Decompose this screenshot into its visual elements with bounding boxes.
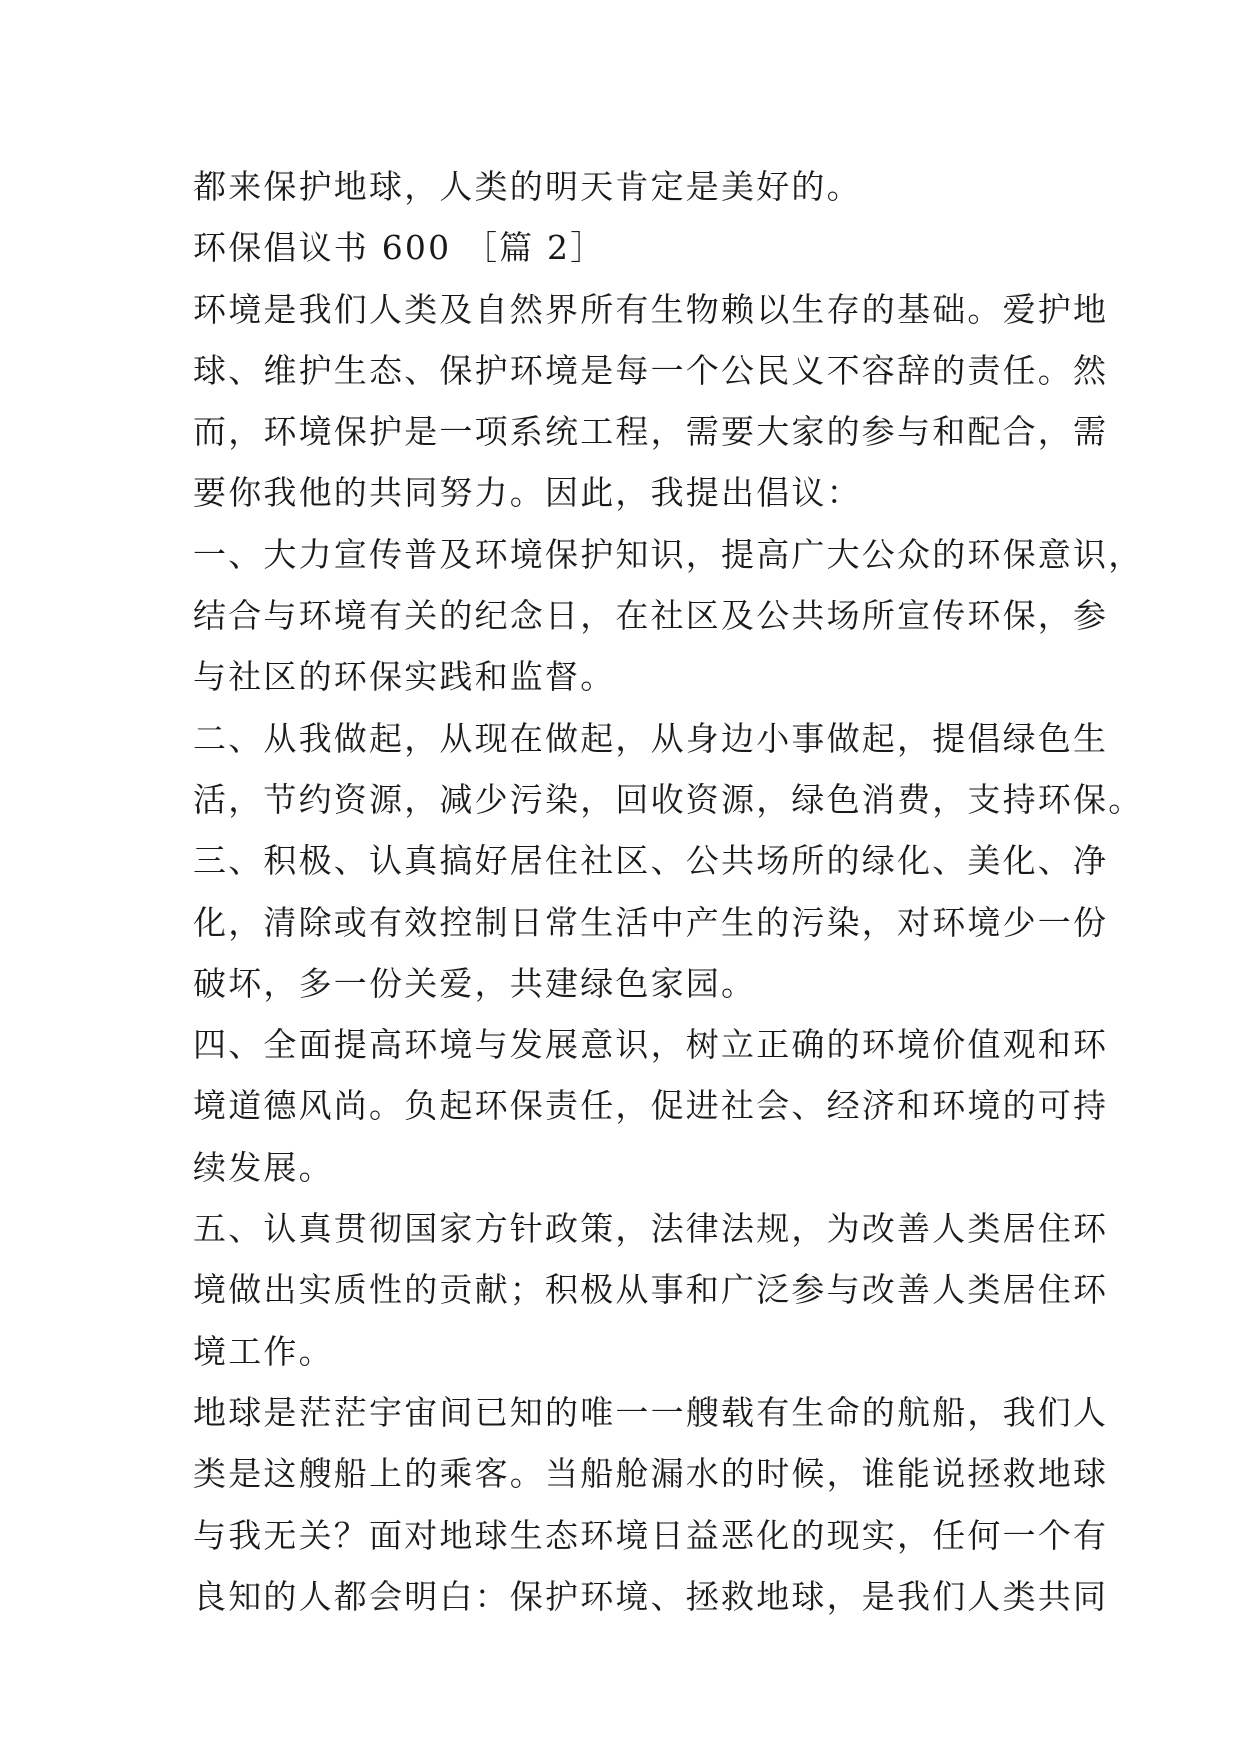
text-line-3: 环境是我们人类及自然界所有生物赖以生存的基础。爱护地: [193, 289, 1109, 329]
text-line-15: 四、全面提高环境与发展意识，树立正确的环境价值观和环: [193, 1025, 1109, 1065]
text-line-22: 类是这艘船上的乘客。当船舱漏水的时候，谁能说拯救地球: [193, 1454, 1109, 1494]
text-line-24: 良知的人都会明白：保护环境、拯救地球，是我们人类共同: [193, 1576, 1109, 1616]
text-line-8: 结合与环境有关的纪念日，在社区及公共场所宣传环保，参: [193, 596, 1109, 636]
text-line-10: 二、从我做起，从现在做起，从身边小事做起，提倡绿色生: [193, 718, 1109, 758]
text-line-4: 球、维护生态、保护环境是每一个公民义不容辞的责任。然: [193, 350, 1109, 390]
text-line-14: 破坏，多一份关爱，共建绿色家园。: [193, 963, 757, 1003]
text-line-7: 一、大力宣传普及环境保护知识，提高广大公众的环保意识，: [193, 534, 1144, 574]
text-line-11: 活，节约资源，减少污染，回收资源，绿色消费，支持环保。: [193, 779, 1144, 819]
section-heading: 环保倡议书 600 ［篇 2］: [193, 228, 606, 268]
text-line-12: 三、积极、认真搞好居住社区、公共场所的绿化、美化、净: [193, 841, 1109, 881]
text-line-23: 与我无关？面对地球生态环境日益恶化的现实，任何一个有: [193, 1515, 1109, 1555]
text-line-19: 境做出实质性的贡献；积极从事和广泛参与改善人类居住环: [193, 1270, 1109, 1310]
text-line-21: 地球是茫茫宇宙间已知的唯一一艘载有生命的航船，我们人: [193, 1392, 1109, 1432]
text-line-1: 都来保护地球，人类的明天肯定是美好的。: [193, 167, 862, 206]
text-line-20: 境工作。: [193, 1331, 334, 1371]
text-line-9: 与社区的环保实践和监督。: [193, 657, 616, 697]
text-line-16: 境道德风尚。负起环保责任，促进社会、经济和环境的可持: [193, 1086, 1109, 1126]
text-line-17: 续发展。: [193, 1147, 334, 1187]
text-line-18: 五、认真贯彻国家方针政策，法律法规，为改善人类居住环: [193, 1209, 1109, 1249]
text-line-6: 要你我他的共同努力。因此，我提出倡议：: [193, 473, 862, 513]
text-line-5: 而，环境保护是一项系统工程，需要大家的参与和配合，需: [193, 412, 1109, 452]
document-body: [193, 156, 1144, 1627]
text-line-13: 化，清除或有效控制日常生活中产生的污染，对环境少一份: [193, 902, 1109, 942]
